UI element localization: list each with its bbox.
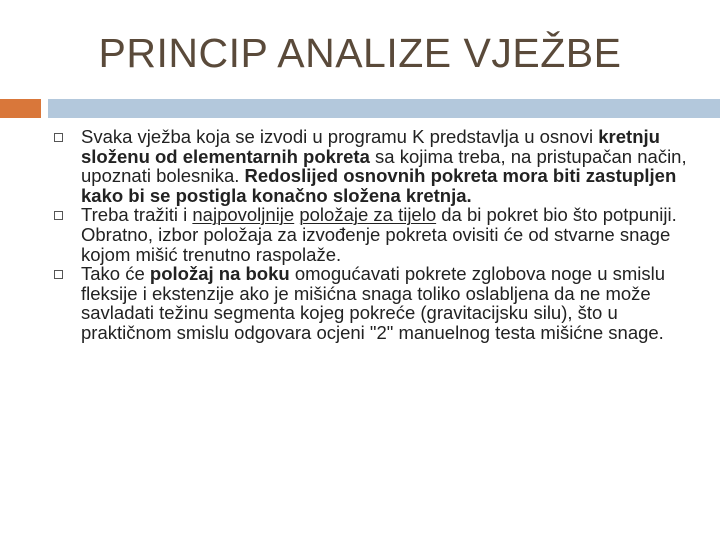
bold-text: kretnju složenu od elementarnih pokreta xyxy=(81,126,660,167)
bullet-text xyxy=(81,205,694,264)
text-run: Treba tražiti i xyxy=(81,204,193,226)
list-item xyxy=(54,264,694,342)
list-item xyxy=(54,127,694,205)
text-run: sa kojima treba, na pristupačan način, upoznati bolesnika. xyxy=(81,145,687,187)
text-run: Tako će xyxy=(81,263,150,285)
bullet-text xyxy=(81,127,694,205)
checkbox-bullet-icon xyxy=(54,211,63,220)
text-run: da bi pokret bio što potpuniji. Obratno, izbor položaja za izvođenje pokreta ovisiti će od stvarne snage kojom mišić trenutno raspolaže. xyxy=(81,204,677,265)
slide-title: PRINCIP ANALIZE VJEŽBE xyxy=(98,30,622,76)
bullet-list xyxy=(54,127,694,343)
checkbox-bullet-icon xyxy=(54,270,63,279)
list-item xyxy=(54,205,694,264)
text-run: Svaka vježba koja se izvodi u programu K predstavlja u osnovi xyxy=(81,126,599,147)
accent-bar-right xyxy=(48,99,720,118)
underlined-text: najpovoljnije xyxy=(192,204,295,226)
accent-bar-left xyxy=(0,99,41,118)
bold-text: položaj na boku xyxy=(149,263,290,285)
bullet-text xyxy=(81,264,694,342)
underlined-text: položaje za tijelo xyxy=(299,204,437,226)
bold-text: Redoslijed osnovnih pokreta mora biti zastupljen kako bi se postigla konačno složena kretnja. xyxy=(81,165,677,206)
text-run: omogućavati pokrete zglobova noge u smislu fleksije i ekstenzije ako je mišićna snaga toliko oslabljena da ne može savladati težinu segmenta kojeg pokreće (gravitacijsku silu), što u praktičnom smislu odgovara ocjeni "2" manuelnog testa mišićne snage. xyxy=(81,263,666,343)
checkbox-bullet-icon xyxy=(54,133,63,142)
